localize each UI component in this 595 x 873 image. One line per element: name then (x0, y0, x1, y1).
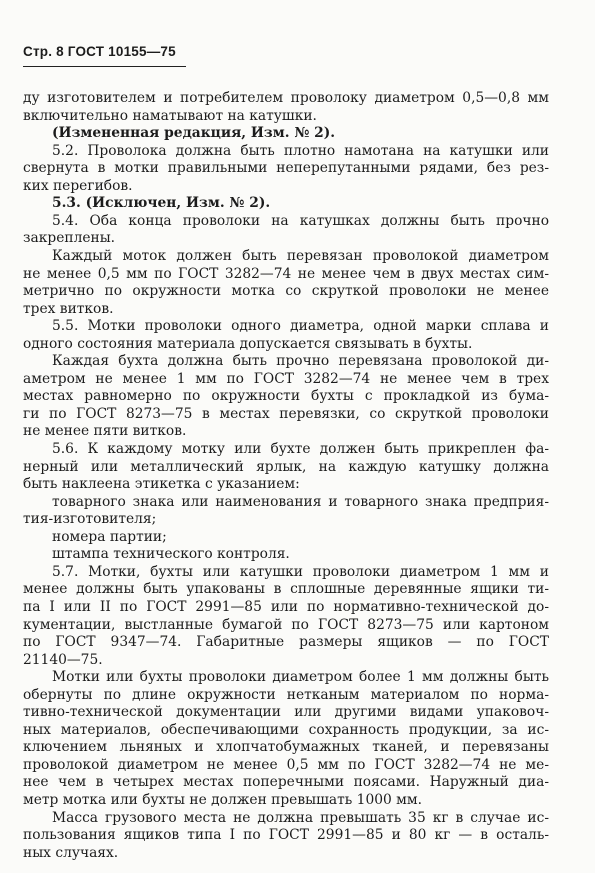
text-line: включительно наматывают на катушки. (23, 107, 317, 124)
text-line: ных материалов, обеспечивающими сохранность продукции, за ис- (23, 721, 549, 738)
text-line: быть наклеена этикетка с указанием: (23, 476, 300, 493)
text-line: номера партии; (52, 528, 167, 545)
text-line: (Измененная редакция, Изм. № 2). (52, 125, 336, 142)
text-line: ных случаях. (23, 844, 119, 861)
text-line: 5.3. (Исключен, Изм. № 2). (52, 195, 271, 212)
text-line: свернута в мотки правильными неперепутанными рядами, без рез- (23, 160, 549, 177)
text-line: 5.7. Мотки, бухты или катушки проволоки диаметром 1 мм и (52, 563, 549, 580)
text-line: штампа технического контроля. (52, 546, 290, 563)
text-line: Каждый моток должен быть перевязан проволокой диаметром (52, 247, 549, 264)
text-line: менее должны быть упакованы в сплошные деревянные ящики ти- (23, 581, 549, 598)
text-line: товарного знака или наименования и товарного знака предприя- (52, 493, 549, 510)
text-line: ду изготовителем и потребителем проволоку диаметром 0,5—0,8 мм (23, 90, 549, 106)
text-line: 5.2. Проволока должна быть плотно намотана на катушки или (52, 142, 549, 159)
text-line: трех витков. (23, 300, 114, 317)
text-line: не менее пяти витков. (23, 423, 187, 440)
text-line: тия-изготовителя; (23, 511, 157, 528)
text-line: закреплены. (23, 230, 116, 247)
text-line: ключением льняных и хлопчатобумажных тканей, и перевязаны (23, 739, 549, 756)
text-line: аметром не менее 1 мм по ГОСТ 3282—74 не менее чем в трех (23, 370, 549, 387)
text-line: па I или II по ГОСТ 2991—85 или по нормативно-технической до- (23, 598, 549, 615)
text-line: кументации, выстланные бумагой по ГОСТ 8273—75 или картоном (23, 616, 549, 633)
text-line: 21140—75. (23, 651, 103, 668)
text-line: Каждая бухта должна быть прочно перевязана проволокой ди- (52, 353, 549, 370)
text-line: нее чем в четырех местах поперечными поясами. Наружный диа- (23, 774, 549, 791)
text-line: 5.5. Мотки проволоки одного диаметра, одной марки сплава и (52, 318, 549, 335)
text-line: метр мотка или бухты не должен превышать 1000 мм. (23, 792, 423, 808)
text-line: местах равномерно по окружности бухты с прокладкой из бума- (23, 388, 549, 405)
text-line: ги по ГОСТ 8273—75 в местах перевязки, со скруткой проволоки (23, 405, 549, 422)
text-line: Масса грузового места не должна превышать 35 кг в случае ис- (52, 809, 549, 826)
text-line: по ГОСТ 9347—74. Габаритные размеры ящиков — по ГОСТ (23, 634, 549, 651)
text-line: одного состояния материала допускается связывать в бухты. (23, 335, 473, 352)
text-line: тивно-технической документации или другими видами упаковоч- (23, 704, 549, 721)
text-line: нерный или металлический ярлык, на каждую катушку должна (23, 458, 549, 475)
text-line: не менее 0,5 мм по ГОСТ 3282—74 не менее чем в двух местах сим- (23, 265, 549, 282)
text-line: ких перегибов. (23, 177, 133, 194)
text-line: метрично по окружности мотка со скруткой проволоки не менее (23, 283, 549, 300)
text-line: обернуты по длине окружности нетканым материалом по норма- (23, 686, 549, 703)
header-rule (23, 66, 186, 67)
text-line: 5.6. К каждому мотку или бухте должен быть прикреплен фа- (52, 441, 549, 457)
text-line: проволокой диаметром не менее 0,5 мм по ГОСТ 3282—74 не ме- (23, 756, 549, 773)
text-line: Мотки или бухты проволоки диаметром более 1 мм должны быть (52, 669, 549, 686)
text-line: пользования ящиков типа I по ГОСТ 2991—85 и 80 кг — в осталь- (23, 827, 549, 844)
text-line: 5.4. Оба конца проволоки на катушках должны быть прочно (52, 212, 549, 229)
page-header: Стр. 8 ГОСТ 10155—75 (23, 44, 176, 59)
